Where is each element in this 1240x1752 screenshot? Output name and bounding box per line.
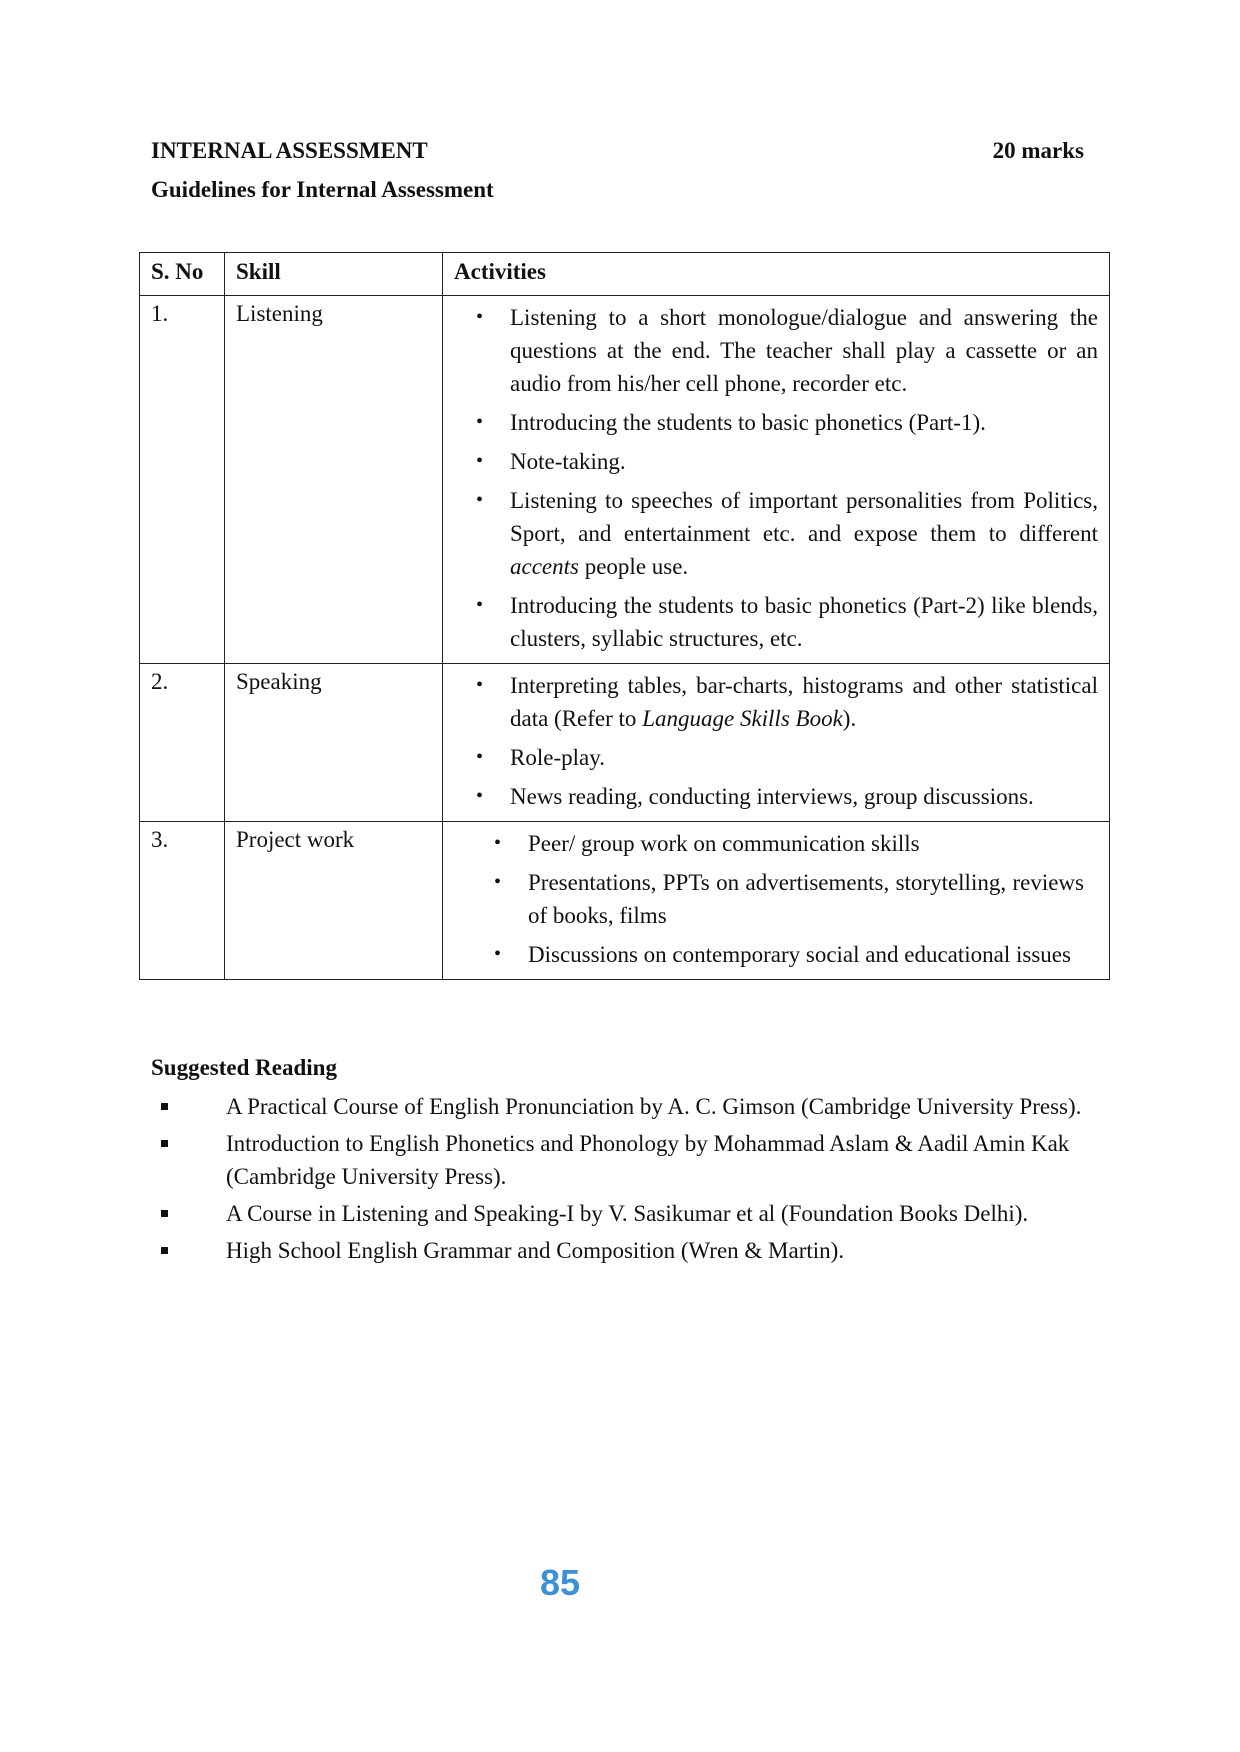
activity-item: • Listening to a short monologue/dialogue and answering the questions at the end. The teacher shall play a cassette or an audio from his/her cell phone, recorder etc. bbox=[454, 301, 1098, 400]
square-bullet-icon bbox=[161, 1103, 168, 1110]
table-header-row bbox=[140, 253, 1110, 296]
activity-list bbox=[454, 827, 1098, 971]
assessment-table bbox=[139, 252, 1110, 980]
activity-item: • Presentations, PPTs on advertisements, storytelling, reviews of books, films bbox=[454, 866, 1084, 932]
bullet-icon: • bbox=[476, 785, 484, 807]
bullet-icon: • bbox=[476, 411, 484, 433]
activity-item: • Role-play. bbox=[454, 741, 1098, 774]
activity-item: • Note-taking. bbox=[454, 445, 1098, 478]
bullet-icon: • bbox=[476, 306, 484, 328]
bullet-icon: • bbox=[476, 594, 484, 616]
reading-item: A Course in Listening and Speaking-I by V. Sasikumar et al (Foundation Books Delhi). bbox=[151, 1197, 1096, 1230]
activity-item: • Listening to speeches of important personalities from Politics, Sport, and entertainment etc. and expose them to different accents people use. bbox=[454, 484, 1098, 583]
table-row bbox=[140, 664, 1110, 822]
bullet-icon: • bbox=[494, 871, 502, 893]
section-subtitle: Guidelines for Internal Assessment bbox=[151, 177, 494, 202]
row-skill: Listening bbox=[225, 296, 443, 664]
row-sno: 2. bbox=[140, 664, 225, 822]
bullet-icon: • bbox=[494, 943, 502, 965]
header-row bbox=[151, 138, 1084, 164]
activity-item: • News reading, conducting interviews, group discussions. bbox=[454, 780, 1098, 813]
page-number: 85 bbox=[539, 1562, 581, 1603]
activity-item: • Introducing the students to basic phonetics (Part-2) like blends, clusters, syllabic structures, etc. bbox=[454, 589, 1098, 655]
row-sno: 1. bbox=[140, 296, 225, 664]
square-bullet-icon bbox=[161, 1210, 168, 1217]
column-header-activities: Activities bbox=[443, 253, 1110, 296]
square-bullet-icon bbox=[161, 1247, 168, 1254]
marks-label: 20 marks bbox=[992, 138, 1084, 163]
activity-item: • Peer/ group work on communication skills bbox=[454, 827, 1084, 860]
bullet-icon: • bbox=[476, 489, 484, 511]
row-activities bbox=[443, 296, 1110, 664]
activity-list bbox=[454, 301, 1098, 655]
row-sno: 3. bbox=[140, 822, 225, 980]
activity-item: • Interpreting tables, bar-charts, histograms and other statistical data (Refer to Language Skills Book). bbox=[454, 669, 1098, 735]
suggested-reading-list bbox=[151, 1090, 1096, 1271]
square-bullet-icon bbox=[161, 1140, 168, 1147]
activity-item: • Discussions on contemporary social and educational issues bbox=[454, 938, 1084, 971]
bullet-icon: • bbox=[494, 832, 502, 854]
row-activities bbox=[443, 822, 1110, 980]
reading-item: High School English Grammar and Composition (Wren & Martin). bbox=[151, 1234, 1096, 1267]
row-activities bbox=[443, 664, 1110, 822]
suggested-reading-title: Suggested Reading bbox=[151, 1055, 337, 1080]
column-header-skill: Skill bbox=[225, 253, 443, 296]
row-skill: Project work bbox=[225, 822, 443, 980]
bullet-icon: • bbox=[476, 450, 484, 472]
section-title: INTERNAL ASSESSMENT bbox=[151, 138, 428, 163]
bullet-icon: • bbox=[476, 746, 484, 768]
activity-list bbox=[454, 669, 1098, 813]
table-row bbox=[140, 822, 1110, 980]
activity-item: • Introducing the students to basic phonetics (Part-1). bbox=[454, 406, 1098, 439]
bullet-icon: • bbox=[476, 674, 484, 696]
column-header-sno: S. No bbox=[140, 253, 225, 296]
reading-item: Introduction to English Phonetics and Phonology by Mohammad Aslam & Aadil Amin Kak (Cambridge University Press). bbox=[151, 1127, 1096, 1193]
row-skill: Speaking bbox=[225, 664, 443, 822]
table-row bbox=[140, 296, 1110, 664]
reading-item: A Practical Course of English Pronunciation by A. C. Gimson (Cambridge University Press). bbox=[151, 1090, 1096, 1123]
